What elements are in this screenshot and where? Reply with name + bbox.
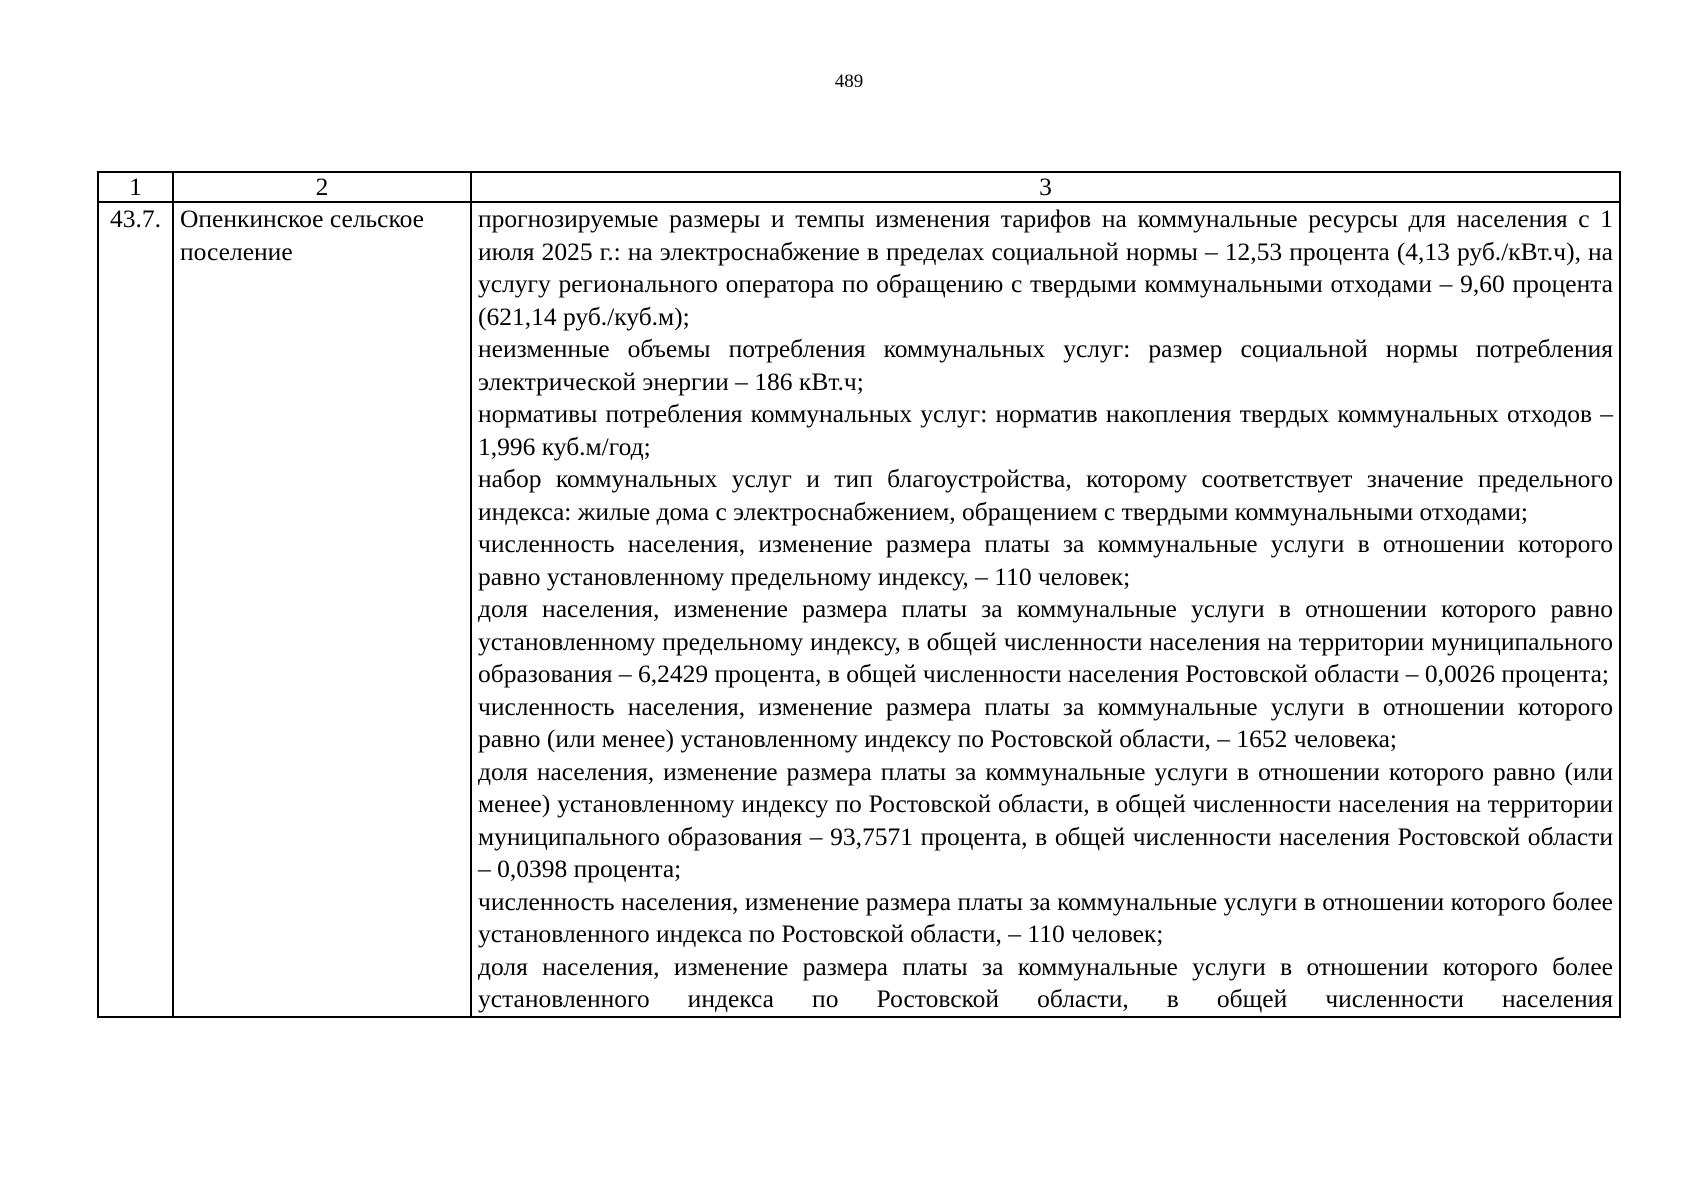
municipality-name: Опенкинское сельское поселение xyxy=(173,202,471,1017)
page-number: 489 xyxy=(834,71,864,92)
paragraph-share-more: доля населения, изменение размера платы за коммунальные услуги в отношении которого более установленного индекса по Ростовской области, в общей численности населения xyxy=(478,951,1613,1013)
paragraph-population-less: численность населения, изменение размера платы за коммунальные услуги в отношении которого равно (или менее) установленному индексу по Ростовской области, – 1652 человека; xyxy=(478,691,1613,753)
column-header-2: 2 xyxy=(173,172,471,202)
paragraph-share-equal: доля населения, изменение размера платы за коммунальные услуги в отношении которого равно установленному предельному индексу, в общей численности населения на территории муниципального образования – 6,2429 процента, в общей численности населения Ростовской области – 0,0026 процента; xyxy=(478,594,1613,688)
paragraph-tariffs: прогнозируемые размеры и темпы изменения тарифов на коммунальные ресурсы для населения с 1 июля 2025 г.: на электроснабжение в пределах социальной нормы – 12,53 процента (4,13 руб./кВт.ч), на услугу регионального оператора по обращению с твердыми коммунальными отходами – 9,60 процента (621,14 руб./куб.м); xyxy=(478,204,1613,331)
row-number: 43.7. xyxy=(98,202,173,1017)
table-row xyxy=(98,202,1620,1017)
paragraph-volumes: неизменные объемы потребления коммунальных услуг: размер социальной нормы потребления электрической энергии – 186 кВт.ч; xyxy=(478,334,1613,396)
table-header-row xyxy=(98,172,1620,202)
column-header-1: 1 xyxy=(98,172,173,202)
paragraph-services-set: набор коммунальных услуг и тип благоустройства, которому соответствует значение предельного индекса: жилые дома с электроснабжением, обращением с твердыми коммунальными отходами; xyxy=(478,464,1613,526)
paragraph-share-less: доля населения, изменение размера платы за коммунальные услуги в отношении которого равно (или менее) установленному индексу по Ростовской области, в общей численности населения на территории муниципального образования – 93,7571 процента, в общей численности населения Ростовской области – 0,0398 процента; xyxy=(478,756,1613,883)
document-table xyxy=(97,171,1621,1018)
paragraph-population-more: численность населения, изменение размера платы за коммунальные услуги в отношении которого более установленного индекса по Ростовской области, – 110 человек; xyxy=(478,886,1613,948)
column-header-3: 3 xyxy=(471,172,1620,202)
row-content xyxy=(471,202,1620,1017)
paragraph-norms: нормативы потребления коммунальных услуг: норматив накопления твердых коммунальных отходов – 1,996 куб.м/год; xyxy=(478,399,1613,461)
paragraph-population-equal: численность населения, изменение размера платы за коммунальные услуги в отношении которого равно установленному предельному индексу, – 110 человек; xyxy=(478,529,1613,591)
